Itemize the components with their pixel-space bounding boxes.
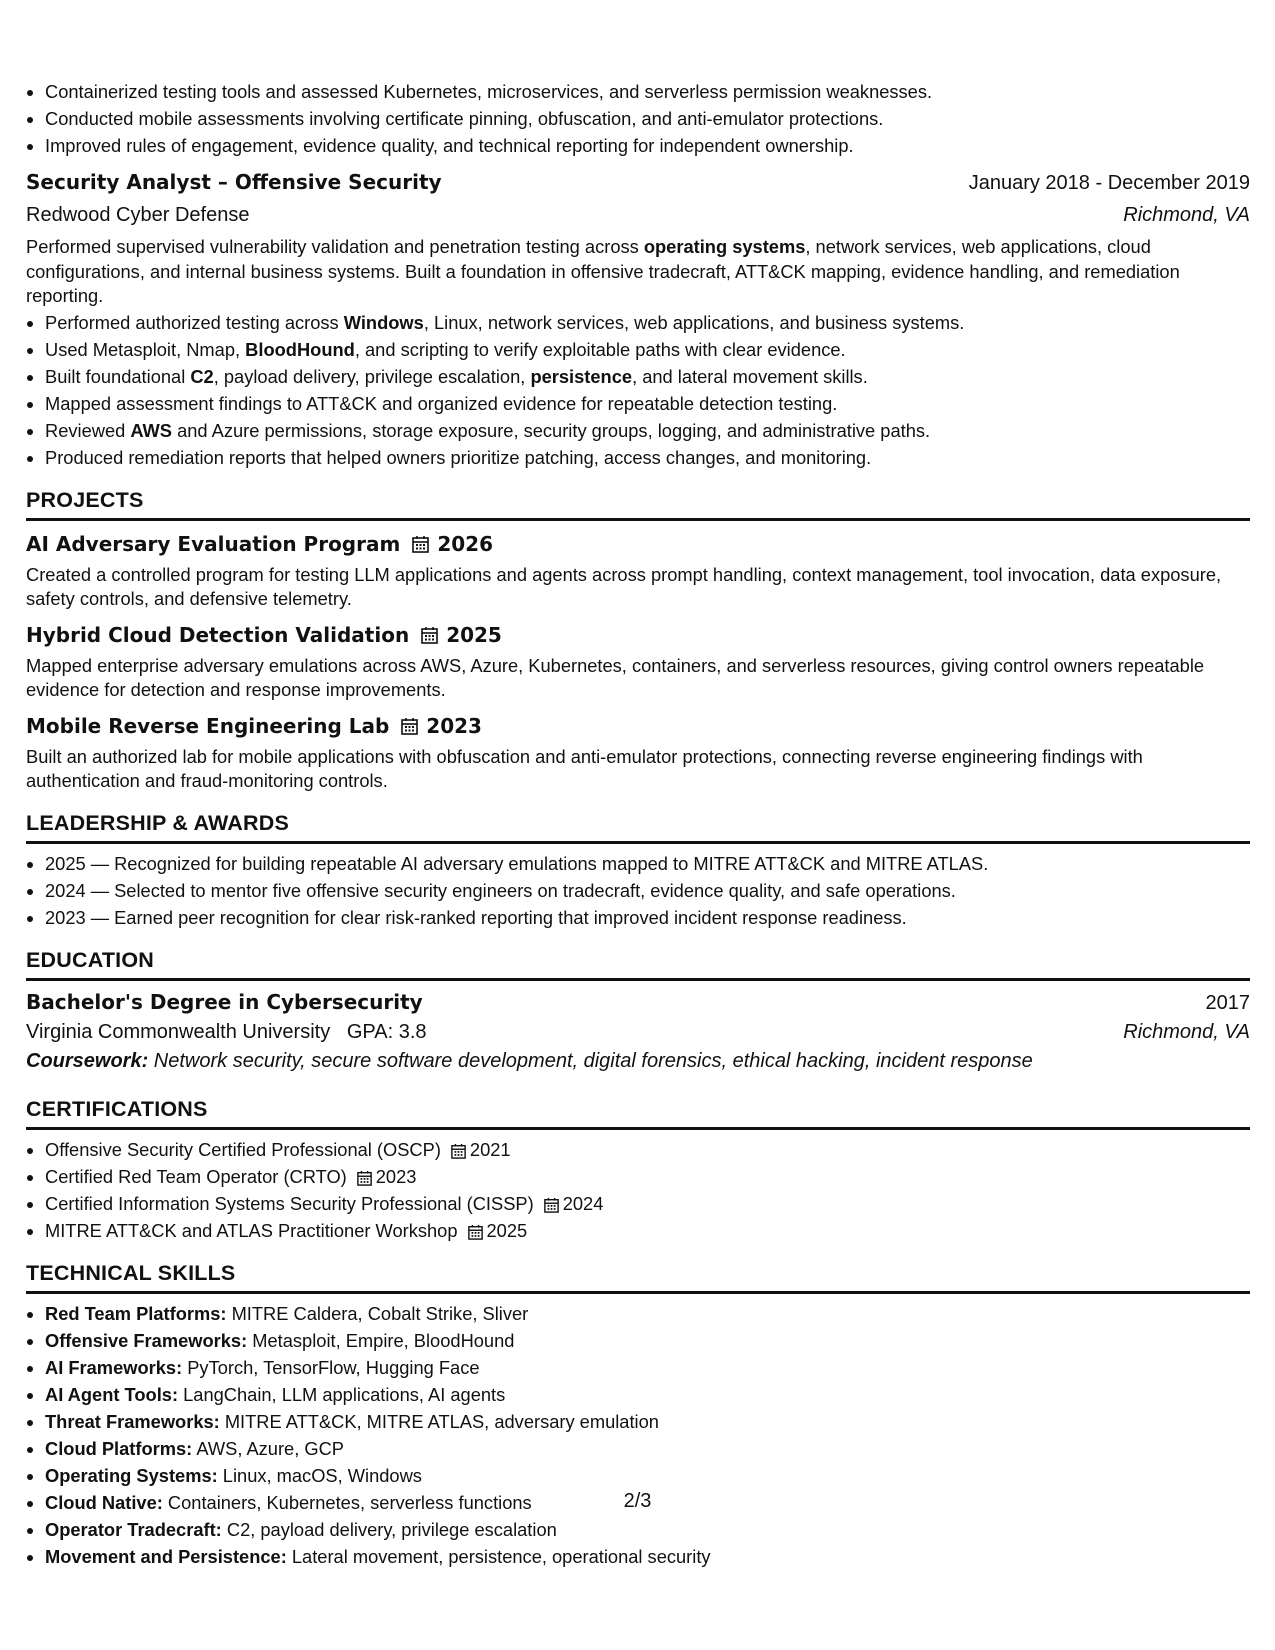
project-title: AI Adversary Evaluation Program	[26, 531, 401, 556]
section-title-projects: PROJECTS	[26, 485, 1250, 521]
project-item	[26, 711, 1250, 794]
job-title: Security Analyst – Offensive Security	[26, 170, 442, 194]
project-description: Created a controlled program for testing LLM applications and agents across prompt handling, context management, tool invocation, data exposure, safety controls, and defensive telemetry.	[26, 563, 1222, 609]
list-item	[45, 1381, 1250, 1408]
list-item	[45, 1435, 1250, 1462]
cert-year: 2024	[562, 1192, 604, 1214]
list-item	[45, 1136, 1250, 1163]
job-summary-text: , network services, web applications, cloud configurations, and internal business systems. Built a foundation in offensive tradecraft, ATT&CK mapping, evidence handling, and remediation reporting.	[26, 236, 1180, 306]
skill-value: Metasploit, Empire, BloodHound	[247, 1329, 515, 1351]
certifications-list	[26, 1136, 1250, 1244]
resume-page	[26, 78, 1250, 1570]
bold-text: persistence	[530, 365, 633, 387]
text: Used Metasploit, Nmap,	[45, 338, 246, 360]
skill-label: Red Team Platforms:	[45, 1302, 227, 1324]
skill-value: MITRE ATT&CK, MITRE ATLAS, adversary emulation	[219, 1410, 659, 1432]
education-coursework	[26, 1046, 1250, 1076]
list-item: • 2023 — Earned peer recognition for clear risk-ranked reporting that improved incident response readiness.	[45, 904, 1250, 931]
job-summary-text: Performed supervised vulnerability validation and penetration testing across	[26, 236, 644, 257]
text: Mapped assessment findings to ATT&CK and organized evidence for repeatable detection testing.	[45, 392, 838, 414]
skill-label: AI Frameworks:	[45, 1356, 183, 1378]
list-item	[45, 1217, 1250, 1244]
skill-value: Lateral movement, persistence, operational security	[286, 1545, 711, 1567]
skill-value: MITRE Caldera, Cobalt Strike, Sliver	[226, 1302, 529, 1324]
list-item	[45, 1543, 1250, 1570]
cert-year: 2021	[469, 1138, 511, 1160]
list-item	[45, 363, 1250, 390]
project-year: 2026	[437, 531, 493, 556]
list-item	[45, 1300, 1250, 1327]
cert-name: Certified Information Systems Security Professional (CISSP)	[45, 1192, 534, 1214]
skill-value: LangChain, LLM applications, AI agents	[178, 1383, 506, 1405]
calendar-icon	[357, 1170, 372, 1186]
project-year: 2025	[446, 622, 502, 647]
list-item	[45, 1462, 1250, 1489]
list-item	[45, 444, 1250, 471]
text: Produced remediation reports that helped owners prioritize patching, access changes, and monitoring.	[45, 446, 872, 468]
job-location: Richmond, VA	[1123, 204, 1250, 226]
text: Reviewed	[45, 419, 131, 441]
skill-value: AWS, Azure, GCP	[192, 1437, 344, 1459]
list-item	[45, 1327, 1250, 1354]
list-item	[45, 309, 1250, 336]
list-item	[45, 1408, 1250, 1435]
skill-label: Operating Systems:	[45, 1464, 218, 1486]
calendar-icon	[468, 1224, 483, 1240]
coursework-text: Network security, secure software development, digital forensics, ethical hacking, incident response	[148, 1049, 1033, 1072]
job-bullets	[26, 309, 1250, 471]
job-company: Redwood Cyber Defense	[26, 204, 250, 226]
education-degree: Bachelor's Degree in Cybersecurity	[26, 989, 423, 1014]
bold-text: AWS	[130, 419, 173, 441]
list-item: • 2024 — Selected to mentor five offensive security engineers on tradecraft, evidence quality, and safe operations.	[45, 877, 1250, 904]
project-description: Mapped enterprise adversary emulations across AWS, Azure, Kubernetes, containers, and serverless resources, giving control owners repeatable evidence for detection and response improvements.	[26, 654, 1205, 700]
cert-name: Offensive Security Certified Professional (OSCP)	[45, 1138, 441, 1160]
cert-year: 2025	[486, 1219, 528, 1241]
list-item: • Containerized testing tools and assessed Kubernetes, microservices, and serverless permission weaknesses.	[45, 78, 1250, 105]
list-item	[45, 1190, 1250, 1217]
text: , payload delivery, privilege escalation,	[213, 365, 531, 387]
awards-list	[26, 850, 1250, 931]
previous-job-bullets	[26, 78, 1250, 159]
education-year: 2017	[1205, 991, 1250, 1014]
list-item	[45, 1516, 1250, 1543]
coursework-label: Coursework:	[26, 1049, 149, 1072]
skill-value: C2, payload delivery, privilege escalation	[221, 1518, 557, 1540]
cert-year: 2023	[375, 1165, 417, 1187]
bold-text: Windows	[343, 311, 424, 333]
calendar-icon	[451, 1143, 466, 1159]
list-item	[45, 1163, 1250, 1190]
skill-value: PyTorch, TensorFlow, Hugging Face	[182, 1356, 480, 1378]
list-item: • 2025 — Recognized for building repeatable AI adversary emulations mapped to MITRE ATT&CK and MITRE ATLAS.	[45, 850, 1250, 877]
text: , and lateral movement skills.	[632, 365, 868, 387]
education-school-line	[26, 1018, 427, 1046]
project-item	[26, 529, 1250, 612]
projects-list	[26, 529, 1250, 794]
project-title: Hybrid Cloud Detection Validation	[26, 622, 410, 647]
skill-label: Cloud Platforms:	[45, 1437, 193, 1459]
page-number: 2/3	[623, 1490, 652, 1512]
bold-text: BloodHound	[245, 338, 355, 360]
job-summary-bold: operating systems	[643, 236, 806, 257]
skill-label: Movement and Persistence:	[45, 1545, 287, 1567]
bold-text: C2	[190, 365, 214, 387]
skill-value: Linux, macOS, Windows	[217, 1464, 422, 1486]
education-entry	[26, 987, 1250, 1076]
section-title-certifications: CERTIFICATIONS	[26, 1094, 1250, 1130]
cert-name: Certified Red Team Operator (CRTO)	[45, 1165, 347, 1187]
section-title-leadership: LEADERSHIP & AWARDS	[26, 808, 1250, 844]
list-item	[45, 417, 1250, 444]
skill-label: Threat Frameworks:	[45, 1410, 220, 1432]
section-title-education: EDUCATION	[26, 945, 1250, 981]
job-entry	[26, 166, 1250, 471]
skill-label: Offensive Frameworks:	[45, 1329, 248, 1351]
project-item	[26, 620, 1250, 703]
list-item: • Improved rules of engagement, evidence quality, and technical reporting for independent ownership.	[45, 132, 1250, 159]
list-item	[45, 390, 1250, 417]
text: Built foundational	[45, 365, 191, 387]
calendar-icon	[544, 1197, 559, 1213]
calendar-icon	[421, 626, 438, 644]
list-item	[45, 336, 1250, 363]
text: , Linux, network services, web applications, and business systems.	[423, 311, 965, 333]
skill-label: Cloud Native:	[45, 1491, 163, 1513]
list-item	[45, 1354, 1250, 1381]
project-description: Built an authorized lab for mobile applications with obfuscation and anti-emulator protections, connecting reverse engineering findings with authentication and fraud-monitoring controls.	[26, 745, 1143, 791]
calendar-icon	[401, 717, 418, 735]
job-dates: January 2018 - December 2019	[968, 172, 1250, 194]
list-item: • Conducted mobile assessments involving certificate pinning, obfuscation, and anti-emulator protections.	[45, 105, 1250, 132]
project-year: 2023	[426, 713, 482, 738]
skill-value: Containers, Kubernetes, serverless functions	[162, 1491, 532, 1513]
education-school: Virginia Commonwealth University	[26, 1020, 331, 1043]
education-gpa: GPA: 3.8	[346, 1020, 427, 1043]
text: and Azure permissions, storage exposure, security groups, logging, and administrative paths.	[172, 419, 931, 441]
skill-label: AI Agent Tools:	[45, 1383, 179, 1405]
section-title-skills: TECHNICAL SKILLS	[26, 1258, 1250, 1294]
cert-name: MITRE ATT&CK and ATLAS Practitioner Workshop	[45, 1219, 458, 1241]
calendar-icon	[412, 535, 429, 553]
skills-list	[26, 1300, 1250, 1570]
education-location: Richmond, VA	[1123, 1020, 1250, 1043]
project-title: Mobile Reverse Engineering Lab	[26, 713, 390, 738]
skill-label: Operator Tradecraft:	[45, 1518, 222, 1540]
text: Performed authorized testing across	[45, 311, 344, 333]
text: , and scripting to verify exploitable paths with clear evidence.	[354, 338, 846, 360]
job-summary	[26, 235, 1250, 309]
